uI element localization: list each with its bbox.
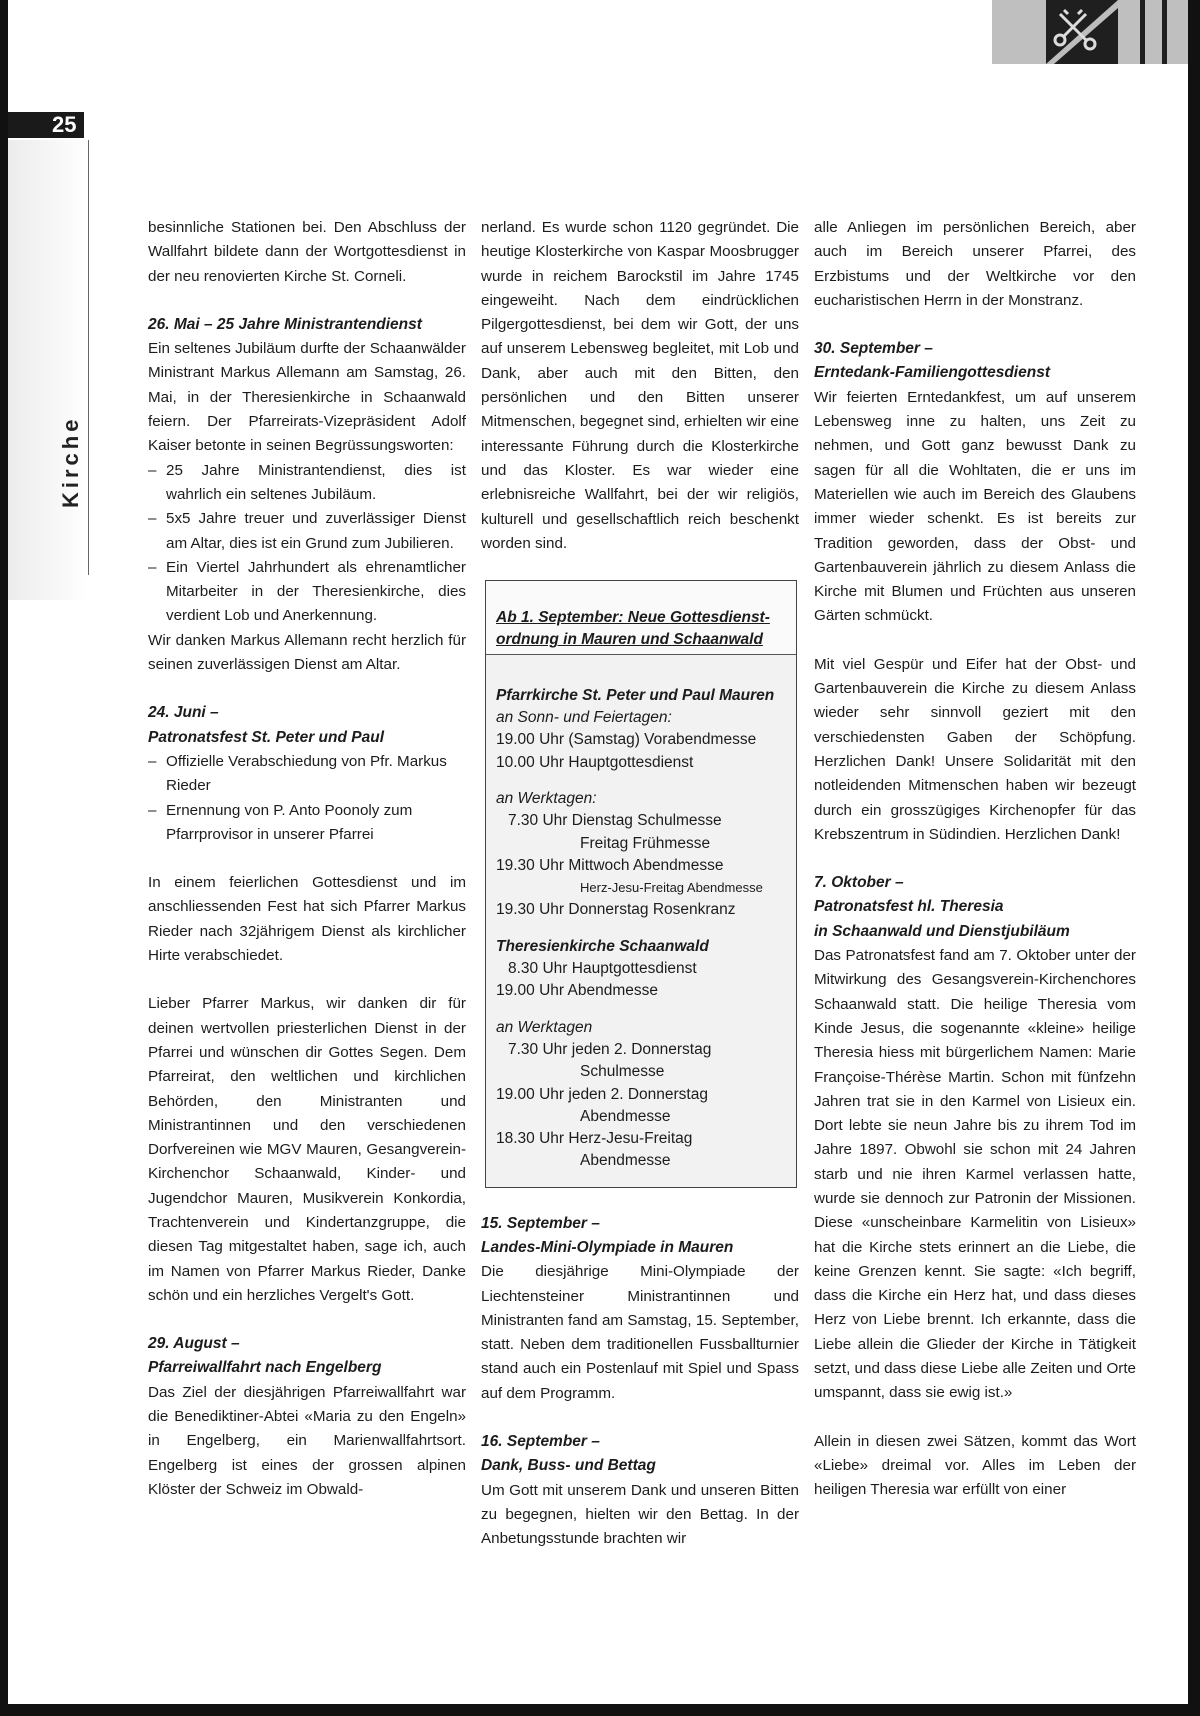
paragraph: Die diesjährige Mini-Olympiade der Liechtensteiner Ministrantinnen und Ministranten fand am Samstag, 15. September, statt. Neben dem traditionellen Fussballturnier stand auch ein Postenlauf mit Spiel und Spass auf dem Programm.: [481, 1263, 799, 1402]
mai-list: [148, 459, 466, 629]
schedule-row: 19.00 Uhr (Samstag) Vorabendmesse: [496, 731, 757, 749]
heading-erntedank: Erntedank-Familiengottesdienst: [814, 364, 1050, 382]
column-1: [148, 216, 466, 1526]
heading-26-mai: 26. Mai – 25 Jahre Ministrantendienst: [148, 315, 422, 333]
header-logo-block: [992, 0, 1188, 64]
list-item: – 5x5 Jahre treuer und zuverlässiger Dienst am Altar, dies ist ein Grund zum Jubilieren.: [148, 507, 466, 556]
schedule-row: 19.30 Uhr Mittwoch Abendmesse: [496, 856, 724, 874]
section-rule: [88, 140, 89, 575]
section-label: Kirche: [58, 415, 83, 508]
list-item: – Offizielle Verabschiedung von Pfr. Markus Rieder: [148, 750, 466, 799]
box-title: [486, 581, 796, 655]
mauren-heading: Pfarrkirche St. Peter und Paul Mauren: [496, 686, 775, 704]
heading-15-september: 15. September –: [481, 1214, 600, 1232]
paragraph: Wir danken Markus Allemann recht herzlich für seinen zuverlässigen Dienst am Altar.: [148, 631, 466, 674]
list-item: – Ernennung von P. Anto Poonoly zum Pfarrprovisor in unserer Pfarrei: [148, 799, 466, 848]
schaan-werk-heading: an Werktagen: [496, 1018, 593, 1036]
paragraph: alle Anliegen im persönlichen Bereich, aber auch im Bereich unserer Pfarrei, des Erzbistums und der Weltkirche vor den eucharistischen Herrn in der Monstranz.: [814, 219, 1136, 309]
magazine-page: [8, 0, 1188, 1704]
paragraph: Ein seltenes Jubiläum durfte der Schaanwälder Ministrant Markus Allemann am Samstag, 26. Mai, in der Theresienkirche in Schaanwald feiern. Der Pfarreirats-Vizepräsident Adolf Kaiser betonte in seinen Begrüssungsworten:: [148, 340, 466, 455]
heading-30-september: 30. September –: [814, 340, 933, 358]
column-2: [481, 216, 799, 1576]
schedule-row: 7.30 Uhr jeden 2. Donnerstag: [508, 1040, 712, 1058]
heading-mini-olympiade: Landes-Mini-Olympiade in Mauren: [481, 1238, 734, 1256]
box-title-line: ordnung in Mauren und Schaanwald: [496, 631, 763, 649]
schedule-row: Schulmesse: [580, 1063, 665, 1081]
schedule-row: 19.30 Uhr Donnerstag Rosenkranz: [496, 901, 736, 919]
paragraph: Das Patronatsfest fand am 7. Oktober unter der Mitwirkung des Gesangsverein-Kirchenchores Schaanwald statt. Die heilige Theresia vom Kinde Jesus, die sogenannte «kleine» heilige Theresia hiess mit bürgerlichem Namen: Marie Françoise-Thérèse Martin. Schon mit fünfzehn Jahren trat sie in den Karmel von Lisieux ein. Dort lebte sie neun Jahre bis zu ihrem Tod im Jahre 1897. Obwohl sie schon mit 24 Jahren starb und nie ihren Karmel verlassen hatte, wurde sie dennoch zur Patronin der Missionen. Diese «unscheinbare Karmelitin von Lisieux» hat die Kirche stets erinnert an die Liebe, die keine Grenzen kennt. Sie sagte: «Ich begriff, dass die Kirche ein Herz hat, und dass dieses Herz von Liebe brennt. Ich erkannte, dass die Liebe allein die Glieder der Kirche in Tätigkeit setzt, und dass diese Liebe alle Zeiten und Orte umspannt, dass sie ewig ist.»: [814, 947, 1136, 1402]
schedule-row: 7.30 Uhr Dienstag Schulmesse: [508, 812, 722, 830]
schedule-row: 19.00 Uhr jeden 2. Donnerstag: [496, 1085, 708, 1103]
list-item: – Ein Viertel Jahrhundert als ehrenamtlicher Mitarbeiter in der Theresienkirche, dies verdient Lob und Anerkennung.: [148, 556, 466, 629]
schedule-row: Freitag Frühmesse: [580, 834, 711, 852]
paragraph: Wir feierten Erntedankfest, um auf unserem Lebensweg inne zu halten, uns Zeit zu nehmen, und Gott ganz bewusst Dank zu sagen für all die Wohltaten, die er uns im Materiellen wie auch im Bereich des Glaubens immer wieder schenkt. Es ist bereits zur Tradition geworden, dass der Obst- und Gartenbauverein jährlich zu diesem Anlass die Kirche mit Blumen und Früchten aus unseren Gärten schmückt.: [814, 388, 1136, 625]
heading-dienstjubilaeum: in Schaanwald und Dienstjubiläum: [814, 922, 1070, 940]
schedule-row: 10.00 Uhr Hauptgottesdienst: [496, 753, 694, 771]
paragraph: besinnliche Stationen bei. Den Abschluss der Wallfahrt bildete dann der Wortgottesdienst in der neu renovierten Kirche St. Corneli.: [148, 219, 466, 285]
werk-heading: an Werktagen:: [496, 789, 597, 807]
schedule-row: Abendmesse: [580, 1107, 671, 1125]
gottesdienstordnung-box: [485, 580, 797, 1188]
heading-patronatsfest: Patronatsfest St. Peter und Paul: [148, 728, 384, 746]
paragraph: Lieber Pfarrer Markus, wir danken dir für deinen wertvollen priesterlichen Dienst in der Pfarrei und wünschen dir Gottes Segen. Dem Pfarreirat, den weltlichen und kirchlichen Behörden, den Ministranten und Ministrantinnen und den verschiedenen Dorfvereinen wie MGV Mauren, Gesangverein-Kirchenchor Schaanwald, Kinder- und Jugendchor Mauren, Musikverein Konkordia, Trachtenverein und Kindertanzgruppe, die diesen Tag mitgestaltet haben, sage ich, auch im Namen von Pfarrer Markus Rieder, Danke schön und ein herzliches Vergelt's Gott.: [148, 995, 466, 1304]
heading-theresia: Patronatsfest hl. Theresia: [814, 898, 1004, 916]
page-number: 25: [8, 112, 84, 138]
heading-29-august: 29. August –: [148, 1335, 240, 1353]
box-title-line: Ab 1. September: Neue Gottesdienst-: [496, 609, 770, 627]
schaanwald-heading: Theresienkirche Schaanwald: [496, 937, 709, 955]
heading-24-juni: 24. Juni –: [148, 704, 219, 722]
schedule-row: Herz-Jesu-Freitag Abendmesse: [580, 880, 763, 896]
paragraph: Mit viel Gespür und Eifer hat der Obst- und Gartenbauverein die Kirche zu diesem Anlass wieder sehr sinnvoll geziert mit den verschiedensten Gaben der Schöpfung. Herzlichen Dank! Unsere Solidarität mit den notleidenden Mitmenschen haben wir bezeugt durch ein grosszügiges Kirchenopfer für das Krebszentrum in Südindien. Herzlichen Dank!: [814, 655, 1136, 843]
schedule-row: 8.30 Uhr Hauptgottesdienst: [508, 960, 697, 978]
heading-7-oktober: 7. Oktober –: [814, 874, 904, 892]
box-body: [486, 655, 796, 1173]
paragraph: In einem feierlichen Gottesdienst und im anschliessenden Fest hat sich Pfarrer Markus Rieder nach 32jährigem Dienst als kirchlicher Hirte verabschiedet.: [148, 874, 466, 965]
crossed-keys-icon: [1046, 0, 1118, 64]
paragraph: Allein in diesen zwei Sätzen, kommt das Wort «Liebe» dreimal vor. Alles im Leben der heiligen Theresia war erfüllt von einer: [814, 1432, 1136, 1499]
paragraph: Das Ziel der diesjährigen Pfarreiwallfahrt war die Benediktiner-Abtei «Maria zu den Engeln» in Engelberg, ein Marienwallfahrtsort. Engelberg ist eines der grossen alpinen Klöster der Schweiz im Obwald-: [148, 1383, 466, 1498]
schedule-row: 18.30 Uhr Herz-Jesu-Freitag: [496, 1130, 693, 1148]
sonn-heading: an Sonn- und Feiertagen:: [496, 709, 672, 727]
paragraph: Um Gott mit unserem Dank und unseren Bitten zu begegnen, hielten wir den Bettag. In der Anbetungsstunde brachten wir: [481, 1481, 799, 1548]
list-item: – 25 Jahre Ministrantendienst, dies ist wahrlich ein seltenes Jubiläum.: [148, 459, 466, 508]
schedule-row: Abendmesse: [580, 1152, 671, 1170]
margin-strip: [8, 140, 88, 600]
heading-bettag: Dank, Buss- und Bettag: [481, 1457, 656, 1475]
paragraph: nerland. Es wurde schon 1120 gegründet. Die heutige Klosterkirche von Kaspar Moosbrugger wurde in reichem Barockstil im Jahre 1745 eingeweiht. Nach dem eindrücklichen Pilgergottesdienst, bei dem wir Gott, der uns auf unserem Lebensweg begleitet, mit Lob und Dank, aber auch mit den Bitten, den persönlichen und den Bitten unserer Mitmenschen, begegnet sind, erhielten wir eine interessante Führung durch die Klosterkirche und das Kloster. Es war wieder eine erlebnisreiche Wallfahrt, bei der wir religiös, kulturell und gesellschaftlich reich beschenkt worden sind.: [481, 219, 799, 552]
heading-16-september: 16. September –: [481, 1433, 600, 1451]
column-3: [814, 216, 1136, 1527]
juni-list: [148, 750, 466, 847]
heading-pfarreiwallfahrt: Pfarreiwallfahrt nach Engelberg: [148, 1359, 382, 1377]
schedule-row: 19.00 Uhr Abendmesse: [496, 982, 658, 1000]
